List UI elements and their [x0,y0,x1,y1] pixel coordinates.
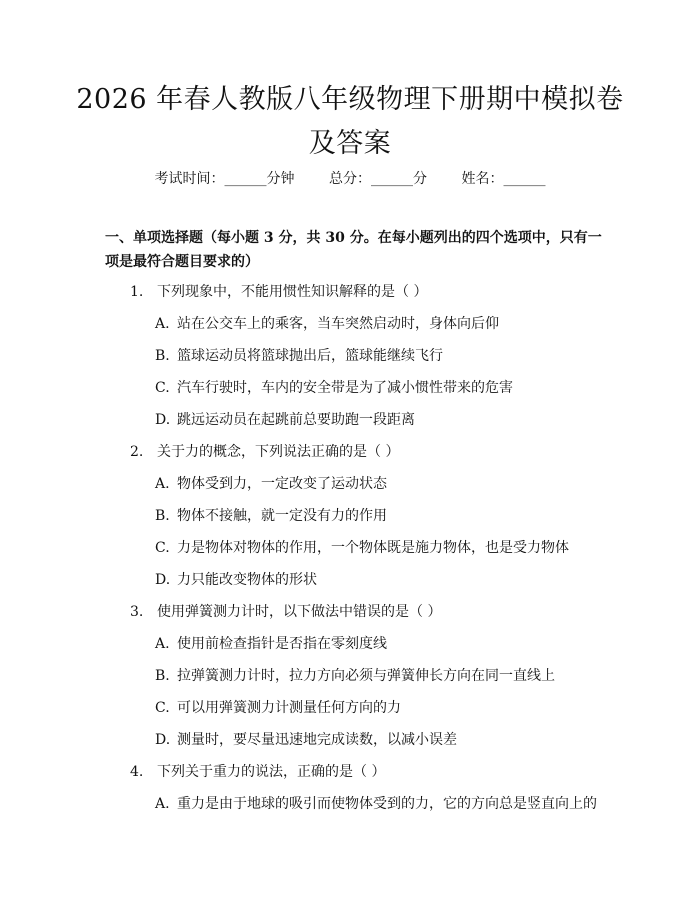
question-number: 3. [130,604,144,620]
option-label: B. [155,668,170,684]
option-label: B. [155,348,170,364]
option-text: 物体受到力，一定改变了运动状态 [177,476,387,492]
option-1b [155,345,443,365]
option-text: 测量时，要尽量迅速地完成读数，以减小误差 [177,732,457,748]
question-number: 2. [130,444,144,460]
option-label: A. [155,476,170,492]
option-label: C. [155,540,170,556]
option-text: 使用前检查指针是否指在零刻度线 [177,636,387,652]
option-text: 力是物体对物体的作用，一个物体既是施力物体，也是受力物体 [177,540,569,556]
option-3c [155,697,401,717]
option-text: 站在公交车上的乘客，当车突然启动时，身体向后仰 [177,316,499,332]
option-label: A. [155,636,170,652]
option-label: D. [155,732,171,748]
question-3 [130,601,441,621]
option-label: A. [155,316,170,332]
question-number: 1. [130,284,144,300]
option-label: C. [155,700,170,716]
option-text: 汽车行驶时，车内的安全带是为了减小惯性带来的危害 [177,380,513,396]
option-label: A. [155,796,170,812]
option-text: 跳远运动员在起跳前总要助跑一段距离 [177,412,415,428]
option-text: 力只能改变物体的形状 [177,572,317,588]
option-2b [155,505,387,525]
option-2d [155,569,317,589]
question-stem: 使用弹簧测力计时，以下做法中错误的是（ ） [157,604,442,620]
option-4a [155,793,597,813]
option-3a [155,633,387,653]
student-name: 姓名：______ [461,171,546,187]
question-stem: 关于力的概念，下列说法正确的是（ ） [157,444,400,460]
option-3b [155,665,555,685]
option-1a [155,313,499,333]
option-text: 物体不接触，就一定没有力的作用 [177,508,387,524]
option-3d [155,729,457,749]
section-heading: 一、单项选择题（每小题 3 分，共 30 分。在每小题列出的四个选项中，只有一项是最符合题目要求的） [105,230,602,270]
option-text: 拉弹簧测力计时，拉力方向必须与弹簧伸长方向在同一直线上 [177,668,555,684]
option-label: D. [155,572,171,588]
question-4 [130,761,385,781]
exam-time: 考试时间：______分钟 [154,171,295,187]
page-title [70,78,630,166]
question-2 [130,441,399,461]
option-label: B. [155,508,170,524]
question-number: 4. [130,764,144,780]
total-score: 总分：______分 [329,171,427,187]
option-text: 可以用弹簧测力计测量任何方向的力 [177,700,401,716]
option-text: 重力是由于地球的吸引而使物体受到的力，它的方向总是竖直向上的 [177,796,597,812]
option-label: D. [155,412,171,428]
option-1d [155,409,415,429]
question-stem: 下列现象中，不能用惯性知识解释的是（ ） [157,284,428,300]
option-text: 篮球运动员将篮球抛出后，篮球能继续飞行 [177,348,443,364]
question-1 [130,281,427,301]
question-stem: 下列关于重力的说法，正确的是（ ） [157,764,386,780]
title-line-1: 2026 年春人教版八年级物理下册期中模拟卷 [76,84,624,115]
option-2c [155,537,569,557]
option-2a [155,473,387,493]
option-label: C. [155,380,170,396]
exam-meta [0,168,700,188]
title-line-2: 及答案 [308,128,392,159]
option-1c [155,377,513,397]
